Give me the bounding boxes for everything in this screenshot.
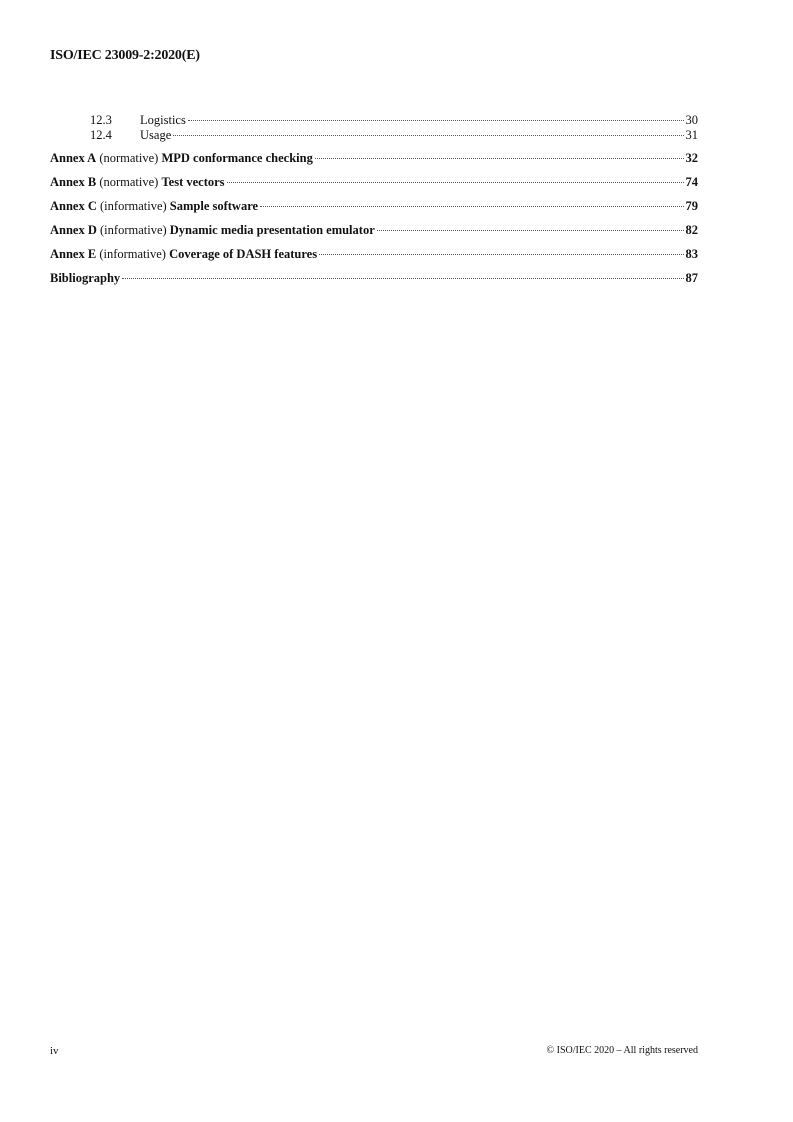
dot-leader (260, 206, 683, 207)
toc-annex-a[interactable] (50, 146, 698, 170)
annex-label: Annex C (50, 199, 97, 213)
annex-type: (informative) (99, 247, 166, 261)
dot-leader (173, 135, 683, 136)
annex-title: Dynamic media presentation emulator (169, 223, 375, 237)
annex-title: MPD conformance checking (161, 151, 313, 165)
dot-leader (122, 278, 683, 279)
annex-label: Annex D (50, 223, 97, 237)
annex-label: Annex A (50, 151, 97, 165)
page-footer (50, 1045, 698, 1057)
toc-entry[interactable] (50, 128, 698, 143)
annex-title: Test vectors (161, 175, 225, 189)
annex-type: (informative) (100, 199, 167, 213)
annex-page: 79 (685, 199, 698, 213)
toc-annex-e[interactable] (50, 242, 698, 266)
toc-bibliography[interactable] (50, 266, 698, 290)
annex-label: Annex B (50, 175, 97, 189)
toc-annex-d[interactable] (50, 218, 698, 242)
toc-entry-page: 31 (685, 128, 698, 142)
toc-entry[interactable] (50, 113, 698, 128)
page-number: iv (50, 1045, 59, 1057)
bibliography-title: Bibliography (50, 271, 121, 285)
document-id-header: ISO/IEC 23009-2:2020(E) (50, 48, 200, 63)
annex-page: 82 (685, 223, 698, 237)
annex-page: 74 (685, 175, 698, 189)
annex-page: 83 (685, 247, 698, 261)
toc-entry-number: 12.3 (90, 113, 112, 127)
toc-entry-title: Logistics (140, 113, 186, 127)
copyright-notice: © ISO/IEC 2020 – All rights reserved (546, 1045, 698, 1056)
dot-leader (188, 120, 684, 121)
annex-label: Annex E (50, 247, 97, 261)
table-of-contents (50, 113, 698, 290)
dot-leader (315, 158, 684, 159)
annex-type: (informative) (100, 223, 167, 237)
toc-entry-page: 30 (685, 113, 698, 127)
annex-title: Coverage of DASH features (169, 247, 318, 261)
annex-title: Sample software (169, 199, 259, 213)
toc-annex-b[interactable] (50, 170, 698, 194)
dot-leader (227, 182, 684, 183)
bibliography-page: 87 (685, 271, 698, 285)
toc-annex-c[interactable] (50, 194, 698, 218)
annex-type: (normative) (99, 151, 159, 165)
dot-leader (377, 230, 684, 231)
annex-page: 32 (685, 151, 698, 165)
toc-entry-title: Usage (140, 128, 172, 142)
dot-leader (319, 254, 683, 255)
toc-entry-number: 12.4 (90, 128, 112, 142)
annex-type: (normative) (99, 175, 159, 189)
